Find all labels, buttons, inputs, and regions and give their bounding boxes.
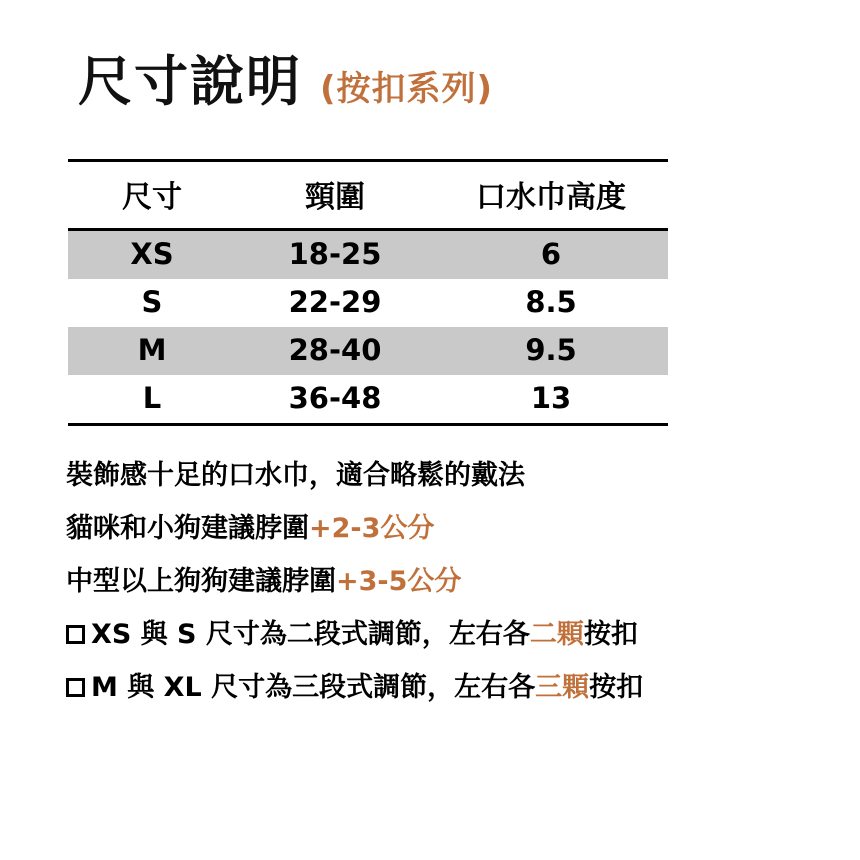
cell-size: S xyxy=(141,284,163,319)
table-row xyxy=(68,279,668,327)
note-highlight: 三顆 xyxy=(535,671,590,703)
table-row xyxy=(68,375,668,425)
note-line-cat-small-dog xyxy=(66,512,800,544)
note-line-medium-dog xyxy=(66,565,800,597)
note-line-xs-s-snaps xyxy=(66,618,800,650)
page-title-subtitle: (按扣系列) xyxy=(320,69,494,109)
column-header-size: 尺寸 xyxy=(68,160,236,229)
notes-list xyxy=(66,459,800,703)
note-text-suffix: 按扣 xyxy=(583,618,638,650)
cell-height: 6 xyxy=(434,229,668,279)
table-row xyxy=(68,229,668,279)
size-table xyxy=(68,159,668,426)
page-title-main: 尺寸說明 xyxy=(78,50,302,113)
note-text: 中型以上狗狗建議脖圍 xyxy=(66,565,336,597)
cell-size: L xyxy=(68,375,236,425)
table-row xyxy=(68,327,668,375)
cell-neck: 36-48 xyxy=(236,375,434,425)
cell-size: XS xyxy=(68,229,236,279)
note-text: 裝飾感十足的口水巾，適合略鬆的戴法 xyxy=(66,459,525,491)
note-line-m-xl-snaps xyxy=(66,671,800,703)
cell-height: 8.5 xyxy=(525,284,577,319)
page-title xyxy=(60,50,800,113)
cell-height: 13 xyxy=(434,375,668,425)
size-table-body xyxy=(68,229,668,424)
note-highlight: +3-5公分 xyxy=(336,565,462,597)
cell-neck: 28-40 xyxy=(236,327,434,375)
size-table-header xyxy=(68,160,668,229)
square-bullet-icon xyxy=(66,678,85,697)
column-header-height: 口水巾高度 xyxy=(434,160,668,229)
cell-neck: 22-29 xyxy=(288,284,382,319)
note-text-suffix: 按扣 xyxy=(589,671,644,703)
column-header-neck: 頸圍 xyxy=(236,160,434,229)
note-line-decoration xyxy=(66,459,800,491)
cell-neck: 18-25 xyxy=(236,229,434,279)
table-header-row xyxy=(68,160,668,229)
note-text: M 與 XL 尺寸為三段式調節，左右各 xyxy=(91,671,536,703)
note-text: XS 與 S 尺寸為二段式調節，左右各 xyxy=(91,618,530,650)
note-highlight: +2-3公分 xyxy=(309,512,435,544)
cell-height: 9.5 xyxy=(434,327,668,375)
cell-size: M xyxy=(68,327,236,375)
note-highlight: 二顆 xyxy=(529,618,584,650)
note-text: 貓咪和小狗建議脖圍 xyxy=(66,512,309,544)
square-bullet-icon xyxy=(66,625,85,644)
